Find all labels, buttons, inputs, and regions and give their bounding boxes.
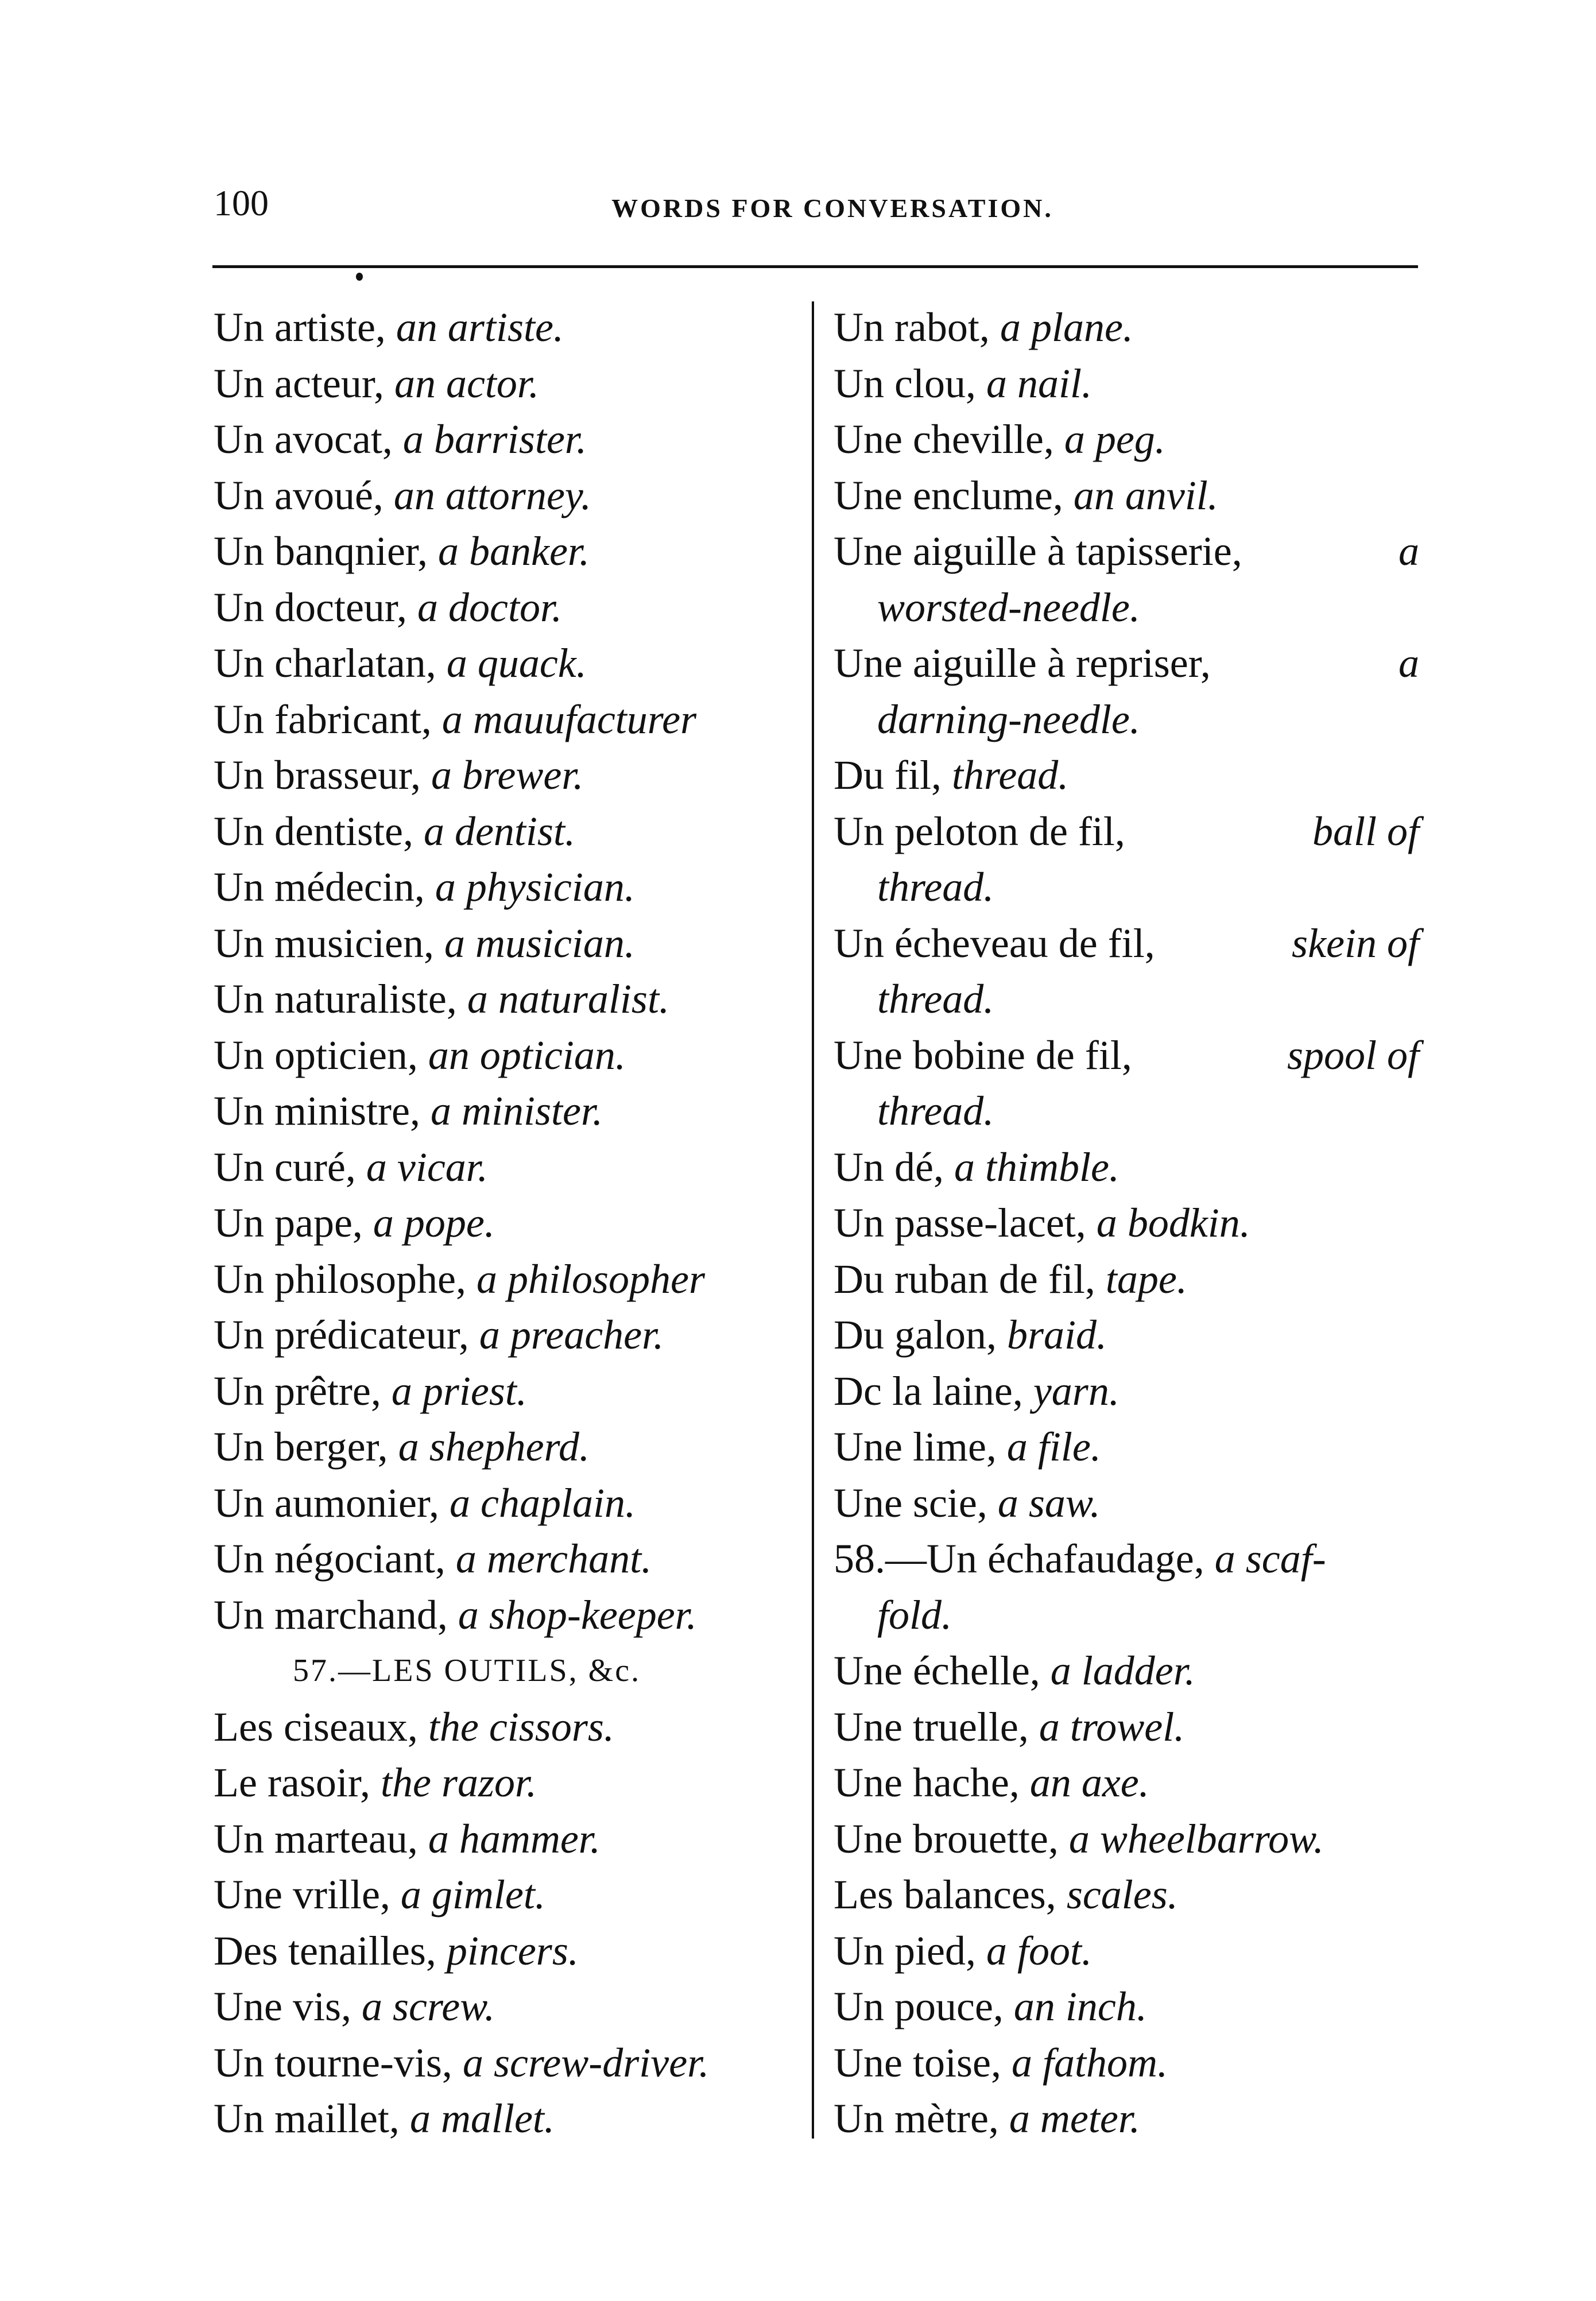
french-term: Une vrille, [214,1872,390,1918]
vocab-entry [214,300,805,356]
header-rule [212,265,1418,268]
english-translation: a merchant. [455,1536,652,1582]
french-term: Une enclume, [834,472,1063,518]
english-translation: a barrister. [402,416,587,462]
english-translation: a shop-keeper. [458,1591,697,1638]
english-translation: yarn. [1033,1368,1119,1414]
english-translation: a doctor. [417,584,563,630]
english-translation: a preacher. [479,1312,664,1358]
english-translation: thread. [877,864,994,910]
english-translation: spool of [1287,1032,1419,1078]
vocab-entry [834,636,1419,692]
english-translation: a mallet. [409,2095,555,2141]
vocab-entry [214,2091,805,2147]
french-term: Une lime, [834,1424,997,1470]
vocab-entry [834,412,1425,468]
french-term: Un peloton de fil, [834,808,1125,854]
vocab-entry [834,2035,1425,2091]
french-term: Un artiste, [214,304,386,350]
english-translation: an optician. [428,1032,626,1078]
entry-continuation [834,971,1425,1028]
french-term: Un banqnier, [214,528,428,574]
english-translation: ball of [1312,808,1419,854]
vocab-entry [834,1923,1425,1980]
french-term: Un aumonier, [214,1479,440,1526]
vocab-entry [214,1307,805,1363]
french-term: Un dé, [834,1144,944,1190]
vocab-entry [834,524,1419,580]
vocab-entry [834,468,1425,524]
vocab-entry [834,804,1419,860]
english-translation: a minister. [430,1088,603,1134]
french-term: Une aiguille à repriser, [834,640,1211,686]
english-translation: a banker. [438,528,590,574]
vocab-entry [834,1140,1425,1196]
english-translation: a scaf- [1214,1536,1326,1582]
entry-continuation [834,580,1425,636]
rule-dot [356,273,363,281]
vocab-entry [214,2035,805,2091]
entry-continuation [834,692,1425,748]
french-term: Un docteur, [214,584,408,630]
vocab-entry [834,1195,1425,1252]
english-translation: a wheelbarrow. [1068,1815,1324,1862]
english-translation: darning-needle. [877,696,1140,742]
french-term: 58.—Un échafaudage, [834,1536,1204,1582]
english-translation: thread. [951,752,1069,798]
vocab-entry [214,524,805,580]
english-translation: an attorney. [393,472,591,518]
english-translation: a [1399,640,1419,686]
english-translation: a foot. [986,1927,1092,1974]
english-translation: a pope. [373,1200,495,1246]
english-translation: a trowel. [1039,1703,1185,1750]
french-term: Un naturaliste, [214,976,457,1022]
french-term: Une vis, [214,1984,351,2029]
french-term: Un marchand, [214,1591,448,1638]
vocab-entry [214,1755,805,1811]
vocab-entry [834,1419,1425,1475]
left-column [214,300,805,2147]
vocab-entry [214,1252,805,1308]
french-term: Un pied, [834,1927,976,1974]
vocab-entry [214,1979,805,2035]
section-heading: 57.—LES OUTILS, &c. [293,1653,641,1688]
vocab-entry [834,916,1419,972]
french-term: Un berger, [214,1424,388,1470]
vocab-entry [834,1699,1425,1756]
vocab-entry [214,1195,805,1252]
english-translation: a saw. [997,1479,1101,1526]
vocab-entry [214,916,805,972]
french-term: Un avoué, [214,472,383,518]
french-term: Un pouce, [834,1984,1004,2029]
english-translation: a priest. [391,1368,527,1414]
vocab-entry [834,1979,1425,2035]
french-term: Un dentiste, [214,808,413,854]
french-term: Un maillet, [214,2095,400,2141]
french-term: Une brouette, [834,1815,1059,1862]
french-term: Une bobine de fil, [834,1032,1132,1078]
english-translation: a physician. [435,864,635,910]
french-term: Du galon, [834,1312,997,1358]
english-translation: an inch. [1013,1984,1147,2029]
vocab-entry [214,412,805,468]
vocab-entry [834,356,1425,412]
vocab-entry [214,580,805,636]
english-translation: a bodkin. [1096,1200,1250,1246]
vocab-entry [214,1140,805,1196]
english-translation: a plane. [1000,304,1133,350]
french-term: Un marteau, [214,1815,418,1862]
french-term: Un curé, [214,1144,356,1190]
vocab-entry [214,804,805,860]
vocab-entry [214,1923,805,1980]
english-translation: a shepherd. [398,1424,590,1470]
english-translation: pincers. [446,1927,579,1974]
french-term: Un fabricant, [214,696,432,742]
french-term: Une aiguille à tapisserie, [834,528,1242,574]
entry-continuation [834,859,1425,916]
vocab-entry [834,300,1425,356]
english-translation: a quack. [446,640,587,686]
english-translation: a chaplain. [450,1479,636,1526]
english-translation: the razor. [381,1760,537,1806]
english-translation: a ladder. [1050,1648,1195,1694]
french-term: Des tenailles, [214,1927,436,1974]
english-translation: a hammer. [428,1815,601,1862]
french-term: Un charlatan, [214,640,436,686]
vocab-entry [214,747,805,804]
vocab-entry [834,1028,1419,1084]
french-term: Un négociant, [214,1536,446,1582]
english-translation: an actor. [394,360,539,406]
english-translation: an axe. [1029,1760,1149,1806]
english-translation: the cissors. [428,1703,614,1750]
vocab-entry [214,1867,805,1923]
vocab-entry [214,356,805,412]
column-divider [812,301,814,2139]
french-term: Une cheville, [834,416,1054,462]
french-term: Une toise, [834,2039,1001,2086]
english-translation: a screw-driver. [462,2039,710,2086]
english-translation: a brewer. [431,752,584,798]
vocab-entry [214,692,805,748]
vocab-entry [214,1699,805,1756]
french-term: Un rabot, [834,304,990,350]
vocab-entry [214,1587,805,1644]
french-term: Un musicien, [214,920,434,966]
vocab-entry [214,636,805,692]
english-translation: worsted-needle. [877,584,1140,630]
french-term: Un acteur, [214,360,384,406]
french-term: Un ministre, [214,1088,420,1134]
vocab-entry [214,971,805,1028]
french-term: Un prêtre, [214,1368,381,1414]
french-term: Un pape, [214,1200,363,1246]
french-term: Un médecin, [214,864,425,910]
english-translation: skein of [1292,920,1419,966]
english-translation: thread. [877,1088,994,1134]
vocab-entry [834,1643,1425,1699]
french-term: Un passe-lacet, [834,1200,1086,1246]
french-term: Les balances, [834,1872,1056,1918]
english-translation: a dentist. [423,808,575,854]
vocab-entry [214,1363,805,1420]
vocab-entry [834,1811,1425,1868]
english-translation: a meter. [1009,2095,1140,2141]
french-term: Le rasoir, [214,1760,370,1806]
vocab-entry [214,1811,805,1868]
french-term: Une échelle, [834,1648,1040,1694]
english-translation: a mauufacturer [441,696,697,742]
english-translation: fold. [877,1591,952,1638]
english-translation: a musician. [444,920,635,966]
french-term: Un philosophe, [214,1256,466,1302]
vocab-entry [834,1307,1425,1363]
english-translation: a gimlet. [400,1872,545,1918]
french-term: Un écheveau de fil, [834,920,1155,966]
vocab-entry [214,468,805,524]
english-translation: an anvil. [1073,472,1218,518]
french-term: Du ruban de fil, [834,1256,1095,1302]
french-term: Du fil, [834,752,942,798]
english-translation: a [1399,528,1419,574]
vocab-entry [834,1363,1425,1420]
english-translation: tape. [1105,1256,1187,1302]
english-translation: a thimble. [954,1144,1119,1190]
vocab-entry [834,747,1425,804]
vocab-entry [214,1419,805,1475]
french-term: Un clou, [834,360,976,406]
english-translation: scales. [1066,1872,1178,1918]
french-term: Un prédicateur, [214,1312,469,1358]
vocab-entry [214,1531,805,1587]
english-translation: a philosopher [476,1256,705,1302]
english-translation: a nail. [986,360,1092,406]
french-term: Une scie, [834,1479,987,1526]
french-term: Dc la laine, [834,1368,1023,1414]
english-translation: a screw. [361,1984,495,2029]
english-translation: braid. [1006,1312,1107,1358]
french-term: Un avocat, [214,416,393,462]
french-term: Une truelle, [834,1703,1029,1750]
vocab-entry [214,1028,805,1084]
vocab-entry [214,859,805,916]
vocab-entry [214,1083,805,1140]
french-term: Un tourne-vis, [214,2039,452,2086]
english-translation: a peg. [1064,416,1165,462]
vocab-entry [834,1531,1425,1587]
vocab-entry [214,1475,805,1532]
vocab-entry [834,1867,1425,1923]
english-translation: an artiste. [396,304,564,350]
english-translation: a naturalist. [467,976,669,1022]
french-term: Un brasseur, [214,752,421,798]
vocab-entry [834,1475,1425,1532]
vocab-entry [834,1252,1425,1308]
french-term: Les ciseaux, [214,1703,418,1750]
running-head: WORDS FOR CONVERSATION. [611,193,1053,223]
english-translation: a vicar. [366,1144,488,1190]
english-translation: a fathom. [1011,2039,1168,2086]
english-translation: thread. [877,976,994,1022]
french-term: Un mètre, [834,2095,999,2141]
french-term: Une hache, [834,1760,1020,1806]
vocab-entry [834,1755,1425,1811]
entry-continuation [834,1587,1425,1644]
entry-continuation [834,1083,1425,1140]
page-number: 100 [214,183,269,223]
french-term: Un opticien, [214,1032,418,1078]
english-translation: a file. [1006,1424,1101,1470]
vocab-entry [834,2091,1425,2147]
right-column [834,300,1425,2147]
